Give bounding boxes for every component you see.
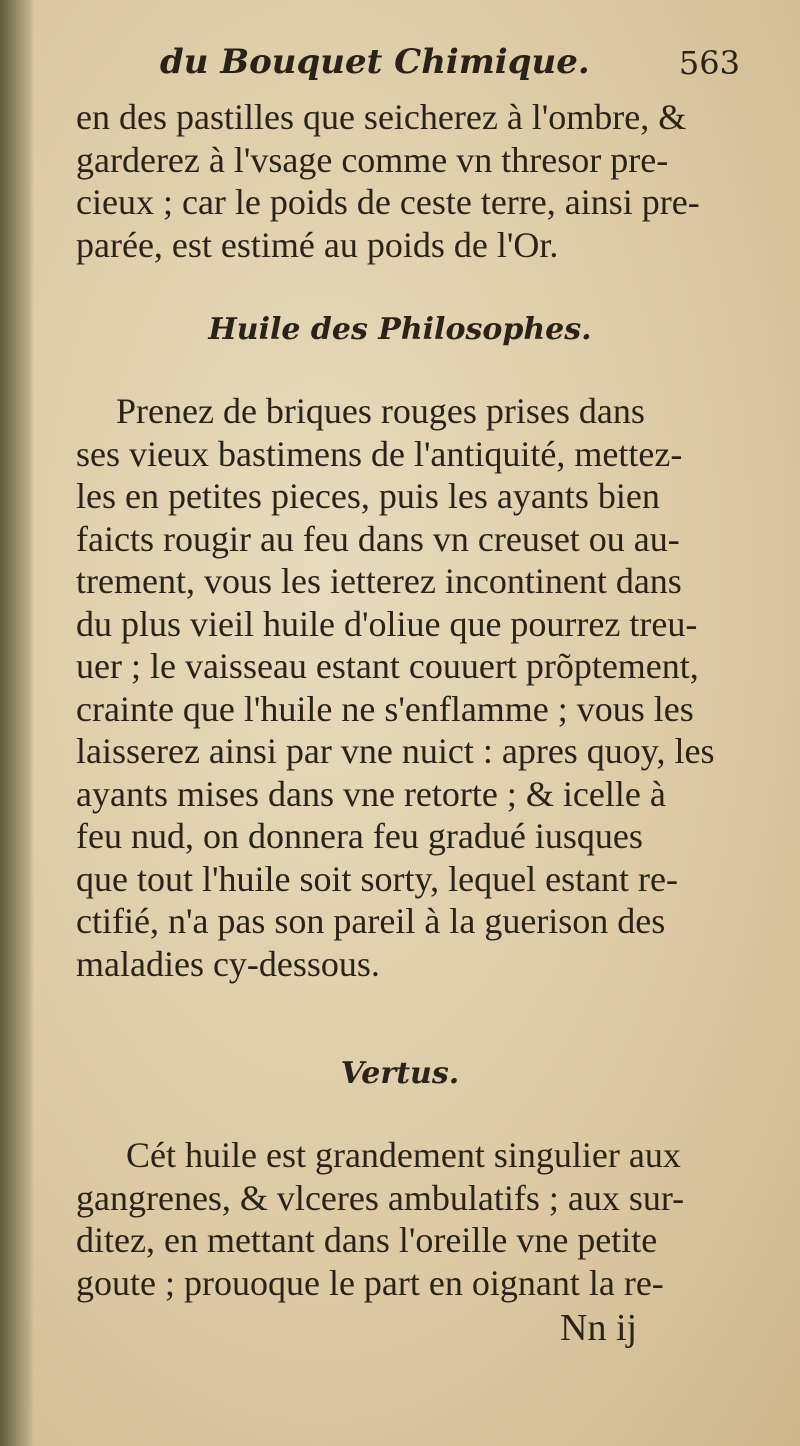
text-line: garderez à l'vsage comme vn thresor pre-: [76, 139, 669, 180]
text-line: en des pastilles que seicherez à l'ombre, &: [76, 97, 687, 137]
text-line: cieux ; car le poids de ceste terre, ainsi pre-: [76, 182, 700, 222]
text-line: les en petites pieces, puis les ayants bien: [76, 476, 660, 516]
page-header: [160, 42, 740, 92]
section-heading-vertus: Vertus.: [340, 1056, 460, 1091]
text-line: Prenez de briques rouges prises dans: [116, 391, 645, 431]
signature-mark: Nn ij: [560, 1307, 638, 1349]
text-line: parée, est estimé au poids de l'Or.: [76, 224, 559, 265]
text-line: laisserez ainsi par vne nuict : apres quoy, les: [76, 731, 715, 771]
text-line: faicts rougir au feu dans vn creuset ou au-: [76, 518, 680, 559]
page-number: 563: [678, 44, 740, 82]
paragraph-virtues: [76, 1134, 736, 1304]
text-line: ctifié, n'a pas son pareil à la guerison des: [76, 901, 666, 941]
section-heading-huile: Huile des Philosophes.: [208, 312, 592, 347]
text-line: que tout l'huile soit sorty, lequel estant re-: [76, 858, 679, 899]
text-line: ayants mises dans vne retorte ; & icelle à: [76, 773, 666, 814]
text-line: trement, vous les ietterez incontinent dans: [76, 561, 682, 601]
text-line: uer ; le vaisseau estant couuert prõptement,: [76, 646, 699, 686]
text-line: goute ; prouoque le part en oignant la re-: [76, 1262, 664, 1303]
text-line: du plus vieil huile d'oliue que pourrez treu-: [76, 603, 698, 644]
text-line: Cét huile est grandement singulier aux: [126, 1135, 681, 1175]
paragraph-recipe: [76, 390, 736, 985]
text-line: gangrenes, & vlceres ambulatifs ; aux sur-: [76, 1177, 685, 1218]
text-line: crainte que l'huile ne s'enflamme ; vous les: [76, 688, 694, 729]
page-gutter-edge: [0, 0, 34, 1446]
text-line: feu nud, on donnera feu gradué iusques: [76, 816, 643, 856]
text-line: ditez, en mettant dans l'oreille vne petite: [76, 1220, 658, 1260]
text-line: maladies cy-dessous.: [76, 943, 380, 984]
running-title: du Bouquet Chimique.: [160, 42, 590, 82]
text-line: ses vieux bastimens de l'antiquité, mettez-: [76, 433, 683, 474]
paragraph-continuation: [76, 96, 736, 266]
